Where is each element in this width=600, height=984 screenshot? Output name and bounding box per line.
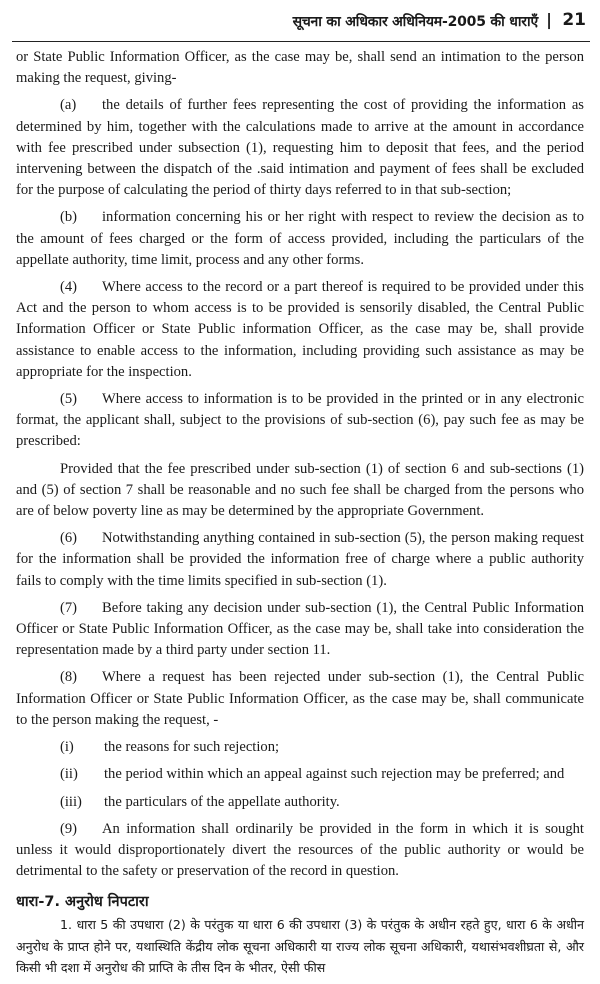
clause-text: information concerning his or her right with respect to review the decision as to the amount of fees charged or the form of access provided, including the particulars of the appellate authority, time limit, process and any other forms. [16,209,584,268]
clause-a [16,95,584,201]
clause-text: the details of further fees representing the cost of providing the information as determined by him, together with the calculations made to arrive at the amount in accordance with fee prescribed under subsection (1), requesting him to deposit that fees, and the period intervening between the dispatch of the .said intimation and payment of fees shall be excluded for the purpose of calculating the period of thirty days referred to in that sub-section; [16,97,584,199]
item-label: (ii) [60,766,78,783]
subsection-text: Before taking any decision under sub-section (1), the Central Public Information Officer or State Public Information Officer, as the case may be, shall take into consideration the representation made by a third party under section 11. [16,599,584,659]
subsection-text: Notwithstanding anything contained in sub-section (5), the person making request for the information shall be provided the information free of charge where a public authority fails to comply with the time limits specified in sub-section (1). [16,530,584,589]
item-text: the reasons for such rejection; [104,739,280,756]
document-body [16,47,584,984]
subsection-text: Where access to the record or a part thereof is required to be provided under this Act and the person to whom access is to be provided is sensorily disabled, the Central Public Information Officer or State Public information Officer, as the case may be, shall provide assistance to enable access to the information, including providing such assistance as may be appropriate for the inspection. [16,279,584,380]
header-separator: | [546,10,552,29]
subsection-text: Where a request has been rejected under sub-section (1), the Central Public Information Officer or State Public Information Officer, as the case may be, shall communicate to the person making the request, - [16,669,584,728]
subsection-label: (9) [60,820,78,837]
subsection-6 [16,528,584,592]
list-item-i [16,737,584,758]
subsection-4 [16,277,584,383]
paragraph-intro: or State Public Information Officer, as the case may be, shall send an intimation to the person making the request, giving- [16,49,584,87]
subsection-text: An information shall ordinarily be provided in the form in which it is sought unless it would disproportionately divert the resources of the public authority or would be detrimental to the safety or preservation of the record in question. [16,820,584,880]
clause-label: (b) [60,209,78,226]
subsection-9 [16,819,584,883]
list-item-iii [16,792,584,813]
header-rule [12,41,590,42]
subsection-8 [16,667,584,731]
subsection-label: (5) [60,391,78,408]
subsection-label: (7) [60,599,78,616]
subsection-label: (6) [60,530,78,547]
item-text: the period within which an appeal against such rejection may be preferred; and [104,766,565,783]
page-header [0,4,600,38]
item-text: the particulars of the appellate authority. [104,793,340,810]
item-label: (i) [60,739,74,756]
running-title: सूचना का अधिकार अधिनियम-2005 की धाराएँ [292,14,538,30]
section-heading: धारा-7. अनुरोध निपटारा [16,894,149,911]
clause-label: (a) [60,97,77,114]
list-item-ii [16,764,584,785]
subsection-label: (8) [60,669,78,686]
proviso: Provided that the fee prescribed under sub-section (1) of section 6 and sub-sections (1) and (5) of section 7 shall be reasonable and no such fee shall be charged from the persons who are of below poverty line as may be determined by the appropriate Government. [16,460,584,520]
hindi-paragraph: 1. धारा 5 की उपधारा (2) के परंतुक या धारा 6 की उपधारा (3) के परंतुक के अधीन रहते हुए, धारा 6 के अधीन अनुरोध के प्राप्त होने पर, यथास्थिति केंद्रीय लोक सूचना अधिकारी या राज्य लोक सूचना अधिकारी, यथासंभवशीघ्रता से, और किसी भी दशा में अनुरोध की प्राप्ति के तीस दिन के भीतर, ऐसी फीस [16,917,584,975]
subsection-7 [16,598,584,662]
page-number: 21 [562,10,586,30]
subsection-text: Where access to information is to be provided in the printed or in any electronic format, the applicant shall, subject to the provisions of sub-section (6), pay such fee as may be prescribed: [16,391,584,450]
subsection-label: (4) [60,279,78,296]
clause-b [16,207,584,271]
item-label: (iii) [60,793,82,810]
subsection-5 [16,389,584,453]
